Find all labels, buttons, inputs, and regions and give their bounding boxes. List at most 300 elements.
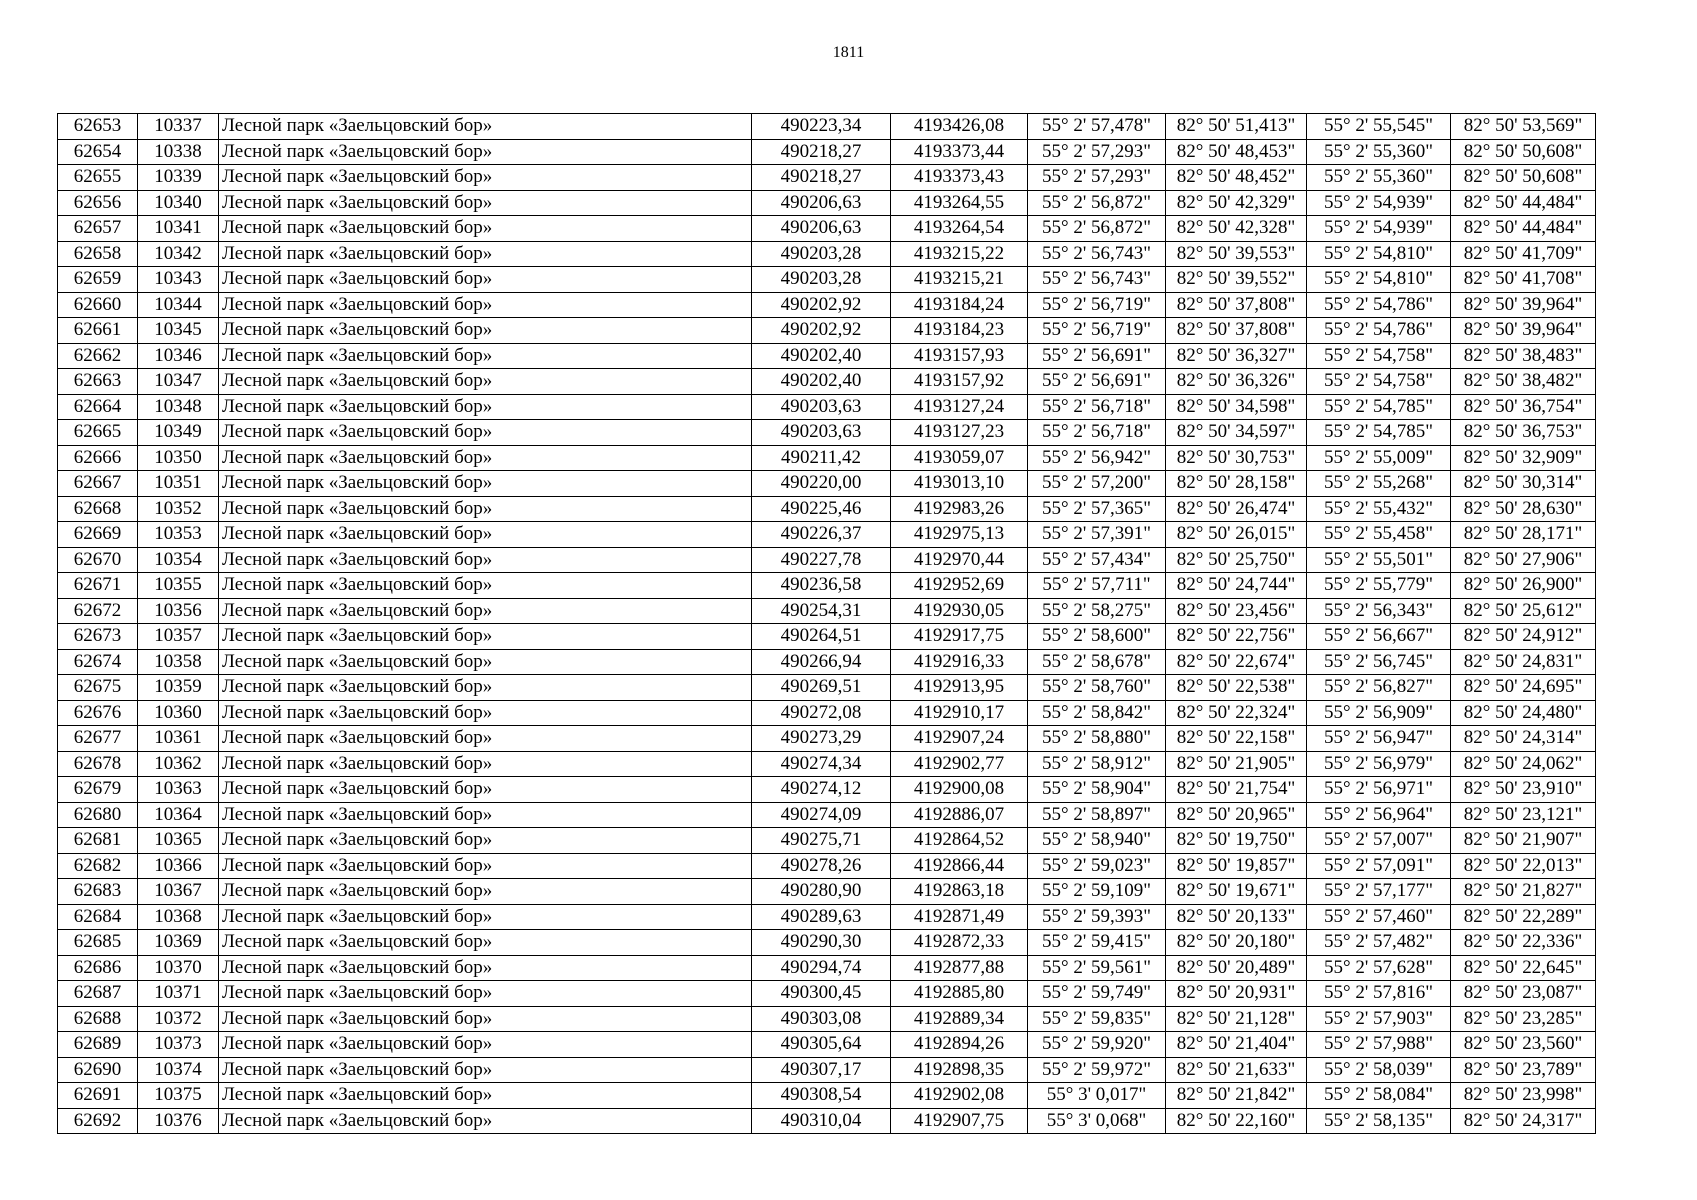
object-name-cell: Лесной парк «Заельцовский бор» [219,1057,752,1083]
x-coordinate-cell: 490206,63 [752,190,891,216]
point-number-cell: 10361 [138,726,219,752]
point-number-cell: 10342 [138,241,219,267]
table-row [58,700,1596,726]
latitude-2-cell: 55° 2' 56,909" [1307,700,1451,726]
longitude-1-cell: 82° 50' 23,456" [1166,598,1307,624]
y-coordinate-cell: 4192970,44 [891,547,1028,573]
longitude-1-cell: 82° 50' 24,744" [1166,573,1307,599]
coordinates-table [57,113,1596,1134]
longitude-2-cell: 82° 50' 50,608" [1451,139,1596,165]
point-number-cell: 10363 [138,777,219,803]
object-name-cell: Лесной парк «Заельцовский бор» [219,216,752,242]
row-number-cell: 62669 [58,522,138,548]
table-row [58,267,1596,293]
point-number-cell: 10351 [138,471,219,497]
object-name-cell: Лесной парк «Заельцовский бор» [219,369,752,395]
y-coordinate-cell: 4193264,54 [891,216,1028,242]
row-number-cell: 62653 [58,114,138,140]
y-coordinate-cell: 4193184,24 [891,292,1028,318]
y-coordinate-cell: 4192907,75 [891,1108,1028,1134]
latitude-2-cell: 55° 2' 55,458" [1307,522,1451,548]
x-coordinate-cell: 490310,04 [752,1108,891,1134]
row-number-cell: 62656 [58,190,138,216]
x-coordinate-cell: 490303,08 [752,1006,891,1032]
longitude-1-cell: 82° 50' 22,158" [1166,726,1307,752]
y-coordinate-cell: 4193059,07 [891,445,1028,471]
object-name-cell: Лесной парк «Заельцовский бор» [219,165,752,191]
x-coordinate-cell: 490289,63 [752,904,891,930]
row-number-cell: 62684 [58,904,138,930]
longitude-2-cell: 82° 50' 41,708" [1451,267,1596,293]
table-row [58,1057,1596,1083]
longitude-1-cell: 82° 50' 21,128" [1166,1006,1307,1032]
point-number-cell: 10352 [138,496,219,522]
x-coordinate-cell: 490203,28 [752,241,891,267]
y-coordinate-cell: 4192885,80 [891,981,1028,1007]
longitude-1-cell: 82° 50' 19,857" [1166,853,1307,879]
point-number-cell: 10354 [138,547,219,573]
latitude-1-cell: 55° 2' 57,391" [1028,522,1166,548]
longitude-2-cell: 82° 50' 53,569" [1451,114,1596,140]
longitude-1-cell: 82° 50' 22,160" [1166,1108,1307,1134]
x-coordinate-cell: 490266,94 [752,649,891,675]
longitude-1-cell: 82° 50' 34,597" [1166,420,1307,446]
latitude-1-cell: 55° 2' 59,023" [1028,853,1166,879]
object-name-cell: Лесной парк «Заельцовский бор» [219,1083,752,1109]
y-coordinate-cell: 4193426,08 [891,114,1028,140]
longitude-1-cell: 82° 50' 37,808" [1166,318,1307,344]
object-name-cell: Лесной парк «Заельцовский бор» [219,649,752,675]
table-row [58,1032,1596,1058]
longitude-1-cell: 82° 50' 22,538" [1166,675,1307,701]
point-number-cell: 10360 [138,700,219,726]
y-coordinate-cell: 4193157,92 [891,369,1028,395]
latitude-1-cell: 55° 2' 59,835" [1028,1006,1166,1032]
x-coordinate-cell: 490225,46 [752,496,891,522]
table-row [58,1108,1596,1134]
point-number-cell: 10364 [138,802,219,828]
longitude-1-cell: 82° 50' 30,753" [1166,445,1307,471]
point-number-cell: 10367 [138,879,219,905]
x-coordinate-cell: 490206,63 [752,216,891,242]
table-row [58,165,1596,191]
x-coordinate-cell: 490202,40 [752,343,891,369]
y-coordinate-cell: 4192952,69 [891,573,1028,599]
longitude-2-cell: 82° 50' 36,754" [1451,394,1596,420]
longitude-2-cell: 82° 50' 22,645" [1451,955,1596,981]
latitude-1-cell: 55° 2' 57,434" [1028,547,1166,573]
object-name-cell: Лесной парк «Заельцовский бор» [219,190,752,216]
longitude-2-cell: 82° 50' 36,753" [1451,420,1596,446]
longitude-2-cell: 82° 50' 23,998" [1451,1083,1596,1109]
latitude-1-cell: 55° 2' 56,719" [1028,318,1166,344]
latitude-1-cell: 55° 2' 58,842" [1028,700,1166,726]
row-number-cell: 62679 [58,777,138,803]
table-row [58,624,1596,650]
latitude-2-cell: 55° 2' 55,360" [1307,139,1451,165]
x-coordinate-cell: 490203,63 [752,394,891,420]
row-number-cell: 62680 [58,802,138,828]
point-number-cell: 10340 [138,190,219,216]
latitude-1-cell: 55° 3' 0,068" [1028,1108,1166,1134]
latitude-2-cell: 55° 2' 55,360" [1307,165,1451,191]
longitude-1-cell: 82° 50' 20,133" [1166,904,1307,930]
table-row [58,802,1596,828]
x-coordinate-cell: 490274,12 [752,777,891,803]
point-number-cell: 10376 [138,1108,219,1134]
latitude-2-cell: 55° 2' 57,177" [1307,879,1451,905]
object-name-cell: Лесной парк «Заельцовский бор» [219,955,752,981]
row-number-cell: 62692 [58,1108,138,1134]
latitude-1-cell: 55° 2' 57,200" [1028,471,1166,497]
longitude-1-cell: 82° 50' 48,452" [1166,165,1307,191]
point-number-cell: 10344 [138,292,219,318]
table-row [58,216,1596,242]
object-name-cell: Лесной парк «Заельцовский бор» [219,726,752,752]
longitude-2-cell: 82° 50' 38,482" [1451,369,1596,395]
latitude-2-cell: 55° 2' 54,810" [1307,267,1451,293]
x-coordinate-cell: 490308,54 [752,1083,891,1109]
longitude-1-cell: 82° 50' 26,474" [1166,496,1307,522]
longitude-1-cell: 82° 50' 37,808" [1166,292,1307,318]
latitude-1-cell: 55° 2' 58,912" [1028,751,1166,777]
object-name-cell: Лесной парк «Заельцовский бор» [219,471,752,497]
x-coordinate-cell: 490305,64 [752,1032,891,1058]
row-number-cell: 62655 [58,165,138,191]
longitude-2-cell: 82° 50' 44,484" [1451,216,1596,242]
latitude-2-cell: 55° 2' 55,545" [1307,114,1451,140]
latitude-2-cell: 55° 2' 58,084" [1307,1083,1451,1109]
latitude-2-cell: 55° 2' 56,827" [1307,675,1451,701]
table-row [58,114,1596,140]
latitude-2-cell: 55° 2' 55,779" [1307,573,1451,599]
point-number-cell: 10359 [138,675,219,701]
latitude-2-cell: 55° 2' 56,745" [1307,649,1451,675]
latitude-1-cell: 55° 2' 56,942" [1028,445,1166,471]
x-coordinate-cell: 490264,51 [752,624,891,650]
table-row [58,420,1596,446]
latitude-2-cell: 55° 2' 55,432" [1307,496,1451,522]
point-number-cell: 10362 [138,751,219,777]
point-number-cell: 10365 [138,828,219,854]
longitude-2-cell: 82° 50' 23,789" [1451,1057,1596,1083]
x-coordinate-cell: 490278,26 [752,853,891,879]
longitude-1-cell: 82° 50' 39,553" [1166,241,1307,267]
y-coordinate-cell: 4192913,95 [891,675,1028,701]
object-name-cell: Лесной парк «Заельцовский бор» [219,879,752,905]
object-name-cell: Лесной парк «Заельцовский бор» [219,675,752,701]
row-number-cell: 62682 [58,853,138,879]
longitude-1-cell: 82° 50' 21,842" [1166,1083,1307,1109]
table-row [58,241,1596,267]
longitude-2-cell: 82° 50' 21,827" [1451,879,1596,905]
object-name-cell: Лесной парк «Заельцовский бор» [219,1006,752,1032]
row-number-cell: 62688 [58,1006,138,1032]
latitude-2-cell: 55° 2' 54,939" [1307,216,1451,242]
table-row [58,292,1596,318]
longitude-1-cell: 82° 50' 20,965" [1166,802,1307,828]
longitude-2-cell: 82° 50' 44,484" [1451,190,1596,216]
point-number-cell: 10349 [138,420,219,446]
longitude-2-cell: 82° 50' 39,964" [1451,292,1596,318]
y-coordinate-cell: 4192917,75 [891,624,1028,650]
x-coordinate-cell: 490307,17 [752,1057,891,1083]
x-coordinate-cell: 490269,51 [752,675,891,701]
object-name-cell: Лесной парк «Заельцовский бор» [219,853,752,879]
latitude-2-cell: 55° 2' 56,947" [1307,726,1451,752]
latitude-1-cell: 55° 2' 56,872" [1028,190,1166,216]
point-number-cell: 10348 [138,394,219,420]
x-coordinate-cell: 490290,30 [752,930,891,956]
row-number-cell: 62657 [58,216,138,242]
longitude-1-cell: 82° 50' 22,756" [1166,624,1307,650]
object-name-cell: Лесной парк «Заельцовский бор» [219,930,752,956]
longitude-2-cell: 82° 50' 24,912" [1451,624,1596,650]
longitude-2-cell: 82° 50' 27,906" [1451,547,1596,573]
table-row [58,853,1596,879]
latitude-1-cell: 55° 2' 56,872" [1028,216,1166,242]
object-name-cell: Лесной парк «Заельцовский бор» [219,802,752,828]
latitude-2-cell: 55° 2' 54,785" [1307,420,1451,446]
table-row [58,751,1596,777]
latitude-2-cell: 55° 2' 58,039" [1307,1057,1451,1083]
x-coordinate-cell: 490274,34 [752,751,891,777]
latitude-1-cell: 55° 2' 56,743" [1028,267,1166,293]
table-row [58,726,1596,752]
y-coordinate-cell: 4192910,17 [891,700,1028,726]
x-coordinate-cell: 490236,58 [752,573,891,599]
x-coordinate-cell: 490227,78 [752,547,891,573]
y-coordinate-cell: 4192864,52 [891,828,1028,854]
table-row [58,522,1596,548]
y-coordinate-cell: 4192898,35 [891,1057,1028,1083]
latitude-2-cell: 55° 2' 54,786" [1307,318,1451,344]
longitude-2-cell: 82° 50' 26,900" [1451,573,1596,599]
row-number-cell: 62677 [58,726,138,752]
longitude-1-cell: 82° 50' 19,671" [1166,879,1307,905]
table-row [58,904,1596,930]
object-name-cell: Лесной парк «Заельцовский бор» [219,624,752,650]
x-coordinate-cell: 490211,42 [752,445,891,471]
object-name-cell: Лесной парк «Заельцовский бор» [219,751,752,777]
latitude-1-cell: 55° 2' 56,743" [1028,241,1166,267]
latitude-1-cell: 55° 2' 56,719" [1028,292,1166,318]
row-number-cell: 62664 [58,394,138,420]
latitude-2-cell: 55° 2' 57,628" [1307,955,1451,981]
table-row [58,547,1596,573]
latitude-2-cell: 55° 2' 55,501" [1307,547,1451,573]
latitude-1-cell: 55° 2' 57,478" [1028,114,1166,140]
y-coordinate-cell: 4193373,44 [891,139,1028,165]
latitude-2-cell: 55° 2' 57,988" [1307,1032,1451,1058]
latitude-1-cell: 55° 2' 58,880" [1028,726,1166,752]
y-coordinate-cell: 4192866,44 [891,853,1028,879]
table-row [58,445,1596,471]
latitude-2-cell: 55° 2' 57,460" [1307,904,1451,930]
longitude-1-cell: 82° 50' 39,552" [1166,267,1307,293]
y-coordinate-cell: 4192877,88 [891,955,1028,981]
y-coordinate-cell: 4192900,08 [891,777,1028,803]
latitude-2-cell: 55° 2' 54,939" [1307,190,1451,216]
latitude-2-cell: 55° 2' 57,482" [1307,930,1451,956]
longitude-1-cell: 82° 50' 34,598" [1166,394,1307,420]
longitude-1-cell: 82° 50' 21,404" [1166,1032,1307,1058]
y-coordinate-cell: 4193184,23 [891,318,1028,344]
longitude-1-cell: 82° 50' 21,754" [1166,777,1307,803]
object-name-cell: Лесной парк «Заельцовский бор» [219,420,752,446]
table-row [58,828,1596,854]
latitude-2-cell: 55° 2' 57,091" [1307,853,1451,879]
y-coordinate-cell: 4192902,08 [891,1083,1028,1109]
point-number-cell: 10337 [138,114,219,140]
table-row [58,930,1596,956]
row-number-cell: 62690 [58,1057,138,1083]
longitude-2-cell: 82° 50' 24,480" [1451,700,1596,726]
x-coordinate-cell: 490203,63 [752,420,891,446]
longitude-2-cell: 82° 50' 24,831" [1451,649,1596,675]
point-number-cell: 10339 [138,165,219,191]
y-coordinate-cell: 4192975,13 [891,522,1028,548]
object-name-cell: Лесной парк «Заельцовский бор» [219,777,752,803]
row-number-cell: 62673 [58,624,138,650]
object-name-cell: Лесной парк «Заельцовский бор» [219,904,752,930]
table-row [58,394,1596,420]
latitude-1-cell: 55° 2' 57,293" [1028,165,1166,191]
row-number-cell: 62658 [58,241,138,267]
object-name-cell: Лесной парк «Заельцовский бор» [219,394,752,420]
y-coordinate-cell: 4192871,49 [891,904,1028,930]
object-name-cell: Лесной парк «Заельцовский бор» [219,318,752,344]
object-name-cell: Лесной парк «Заельцовский бор» [219,139,752,165]
y-coordinate-cell: 4193127,23 [891,420,1028,446]
latitude-1-cell: 55° 2' 59,920" [1028,1032,1166,1058]
table-row [58,573,1596,599]
row-number-cell: 62689 [58,1032,138,1058]
point-number-cell: 10346 [138,343,219,369]
table-row [58,598,1596,624]
latitude-1-cell: 55° 2' 56,691" [1028,369,1166,395]
table-row [58,955,1596,981]
latitude-2-cell: 55° 2' 54,786" [1307,292,1451,318]
y-coordinate-cell: 4193127,24 [891,394,1028,420]
y-coordinate-cell: 4193215,22 [891,241,1028,267]
object-name-cell: Лесной парк «Заельцовский бор» [219,343,752,369]
object-name-cell: Лесной парк «Заельцовский бор» [219,700,752,726]
point-number-cell: 10338 [138,139,219,165]
latitude-1-cell: 55° 2' 59,109" [1028,879,1166,905]
table-row [58,190,1596,216]
latitude-1-cell: 55° 2' 59,561" [1028,955,1166,981]
latitude-2-cell: 55° 2' 57,903" [1307,1006,1451,1032]
x-coordinate-cell: 490294,74 [752,955,891,981]
point-number-cell: 10350 [138,445,219,471]
x-coordinate-cell: 490274,09 [752,802,891,828]
table-row [58,675,1596,701]
x-coordinate-cell: 490202,92 [752,292,891,318]
longitude-1-cell: 82° 50' 21,633" [1166,1057,1307,1083]
latitude-2-cell: 55° 2' 56,343" [1307,598,1451,624]
latitude-1-cell: 55° 2' 56,718" [1028,394,1166,420]
point-number-cell: 10372 [138,1006,219,1032]
row-number-cell: 62687 [58,981,138,1007]
x-coordinate-cell: 490300,45 [752,981,891,1007]
latitude-1-cell: 55° 2' 58,275" [1028,598,1166,624]
longitude-1-cell: 82° 50' 19,750" [1166,828,1307,854]
longitude-2-cell: 82° 50' 24,695" [1451,675,1596,701]
point-number-cell: 10368 [138,904,219,930]
point-number-cell: 10343 [138,267,219,293]
longitude-1-cell: 82° 50' 21,905" [1166,751,1307,777]
point-number-cell: 10357 [138,624,219,650]
x-coordinate-cell: 490203,28 [752,267,891,293]
longitude-2-cell: 82° 50' 22,336" [1451,930,1596,956]
longitude-2-cell: 82° 50' 28,630" [1451,496,1596,522]
point-number-cell: 10375 [138,1083,219,1109]
point-number-cell: 10358 [138,649,219,675]
row-number-cell: 62665 [58,420,138,446]
table-row [58,981,1596,1007]
longitude-1-cell: 82° 50' 36,327" [1166,343,1307,369]
table-row [58,471,1596,497]
row-number-cell: 62666 [58,445,138,471]
latitude-1-cell: 55° 2' 56,691" [1028,343,1166,369]
longitude-2-cell: 82° 50' 21,907" [1451,828,1596,854]
longitude-2-cell: 82° 50' 24,314" [1451,726,1596,752]
x-coordinate-cell: 490275,71 [752,828,891,854]
x-coordinate-cell: 490280,90 [752,879,891,905]
point-number-cell: 10347 [138,369,219,395]
object-name-cell: Лесной парк «Заельцовский бор» [219,1108,752,1134]
y-coordinate-cell: 4192872,33 [891,930,1028,956]
y-coordinate-cell: 4192886,07 [891,802,1028,828]
longitude-1-cell: 82° 50' 25,750" [1166,547,1307,573]
latitude-2-cell: 55° 2' 55,268" [1307,471,1451,497]
longitude-2-cell: 82° 50' 22,013" [1451,853,1596,879]
longitude-2-cell: 82° 50' 23,560" [1451,1032,1596,1058]
longitude-2-cell: 82° 50' 23,121" [1451,802,1596,828]
x-coordinate-cell: 490202,40 [752,369,891,395]
point-number-cell: 10355 [138,573,219,599]
object-name-cell: Лесной парк «Заельцовский бор» [219,496,752,522]
point-number-cell: 10345 [138,318,219,344]
row-number-cell: 62675 [58,675,138,701]
y-coordinate-cell: 4193215,21 [891,267,1028,293]
longitude-2-cell: 82° 50' 32,909" [1451,445,1596,471]
object-name-cell: Лесной парк «Заельцовский бор» [219,445,752,471]
row-number-cell: 62670 [58,547,138,573]
object-name-cell: Лесной парк «Заельцовский бор» [219,292,752,318]
row-number-cell: 62681 [58,828,138,854]
point-number-cell: 10356 [138,598,219,624]
row-number-cell: 62660 [58,292,138,318]
latitude-2-cell: 55° 2' 56,979" [1307,751,1451,777]
latitude-2-cell: 55° 2' 58,135" [1307,1108,1451,1134]
longitude-2-cell: 82° 50' 39,964" [1451,318,1596,344]
latitude-1-cell: 55° 2' 57,365" [1028,496,1166,522]
row-number-cell: 62686 [58,955,138,981]
latitude-1-cell: 55° 2' 57,293" [1028,139,1166,165]
table-body [58,114,1596,1134]
latitude-2-cell: 55° 2' 57,007" [1307,828,1451,854]
object-name-cell: Лесной парк «Заельцовский бор» [219,114,752,140]
longitude-2-cell: 82° 50' 23,087" [1451,981,1596,1007]
latitude-1-cell: 55° 2' 59,972" [1028,1057,1166,1083]
latitude-1-cell: 55° 2' 58,940" [1028,828,1166,854]
row-number-cell: 62678 [58,751,138,777]
longitude-1-cell: 82° 50' 51,413" [1166,114,1307,140]
row-number-cell: 62683 [58,879,138,905]
object-name-cell: Лесной парк «Заельцовский бор» [219,522,752,548]
